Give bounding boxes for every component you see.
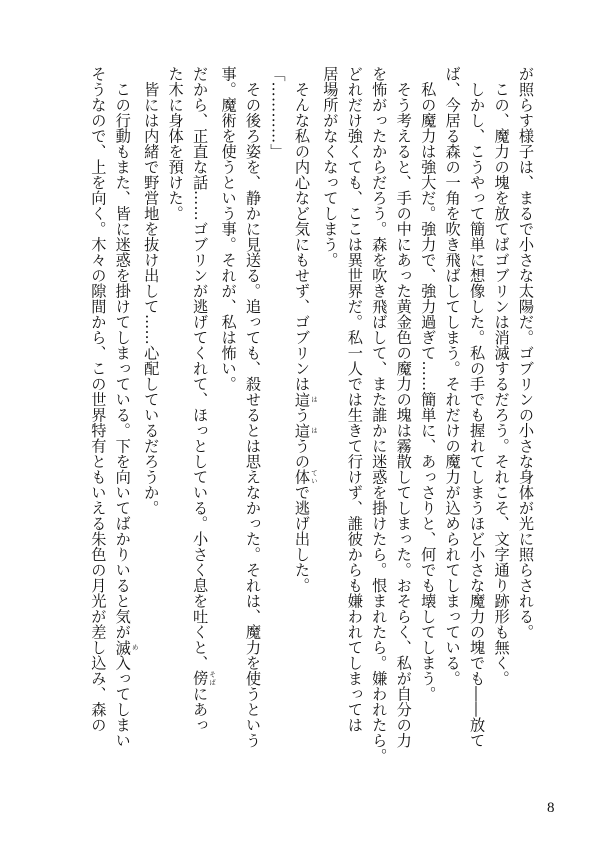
- text-line-10: そんな私の内心など気にもせず、ゴブリンは這 はう這 はうの体 ていで逃げ出した。: [292, 66, 318, 593]
- text-line-9: 居場所がなくなってしまう。: [321, 66, 340, 268]
- text-line-8: どれだけ強くても、ここは異世界だ。私一人では生きて行けず、誰彼からも嫌われてしまっては: [345, 66, 364, 733]
- text-line-11: 「…………」: [268, 66, 287, 159]
- text-line-4: ば、今居る森の一角を吹き飛ばしてしまう。それだけの魔力が込められてしまっている。: [443, 66, 462, 686]
- text-line-5: 私の魔力は強大だ。強力で、強力過ぎて……簡単に、あっさりと、何でも壊してしまう。: [419, 66, 438, 702]
- vertical-body-text: [48, 66, 538, 766]
- text-line-14: だから、正直な話……ゴブリンが逃げてくれて、ほっとしている。小さく息を吐くと、傍 そばにあっ: [191, 66, 217, 733]
- text-line-17: この行動もまた、皆に迷惑を掛けてしまっている。下を向いてばかりいると気が滅 め入ってしまい: [113, 66, 139, 748]
- ruby-tei: 体 てい: [292, 469, 318, 485]
- ruby-soba: 傍 そば: [191, 670, 217, 686]
- ruby-hau-1: 這 は: [292, 391, 318, 407]
- page-number: 8: [547, 800, 555, 816]
- text-line-13: 事。魔術を使うという事。それが、私は怖い。: [219, 66, 238, 392]
- text-line-2: この、魔力の塊を放てばゴブリンは消滅するだろう。それこそ、文字通り跡形も無く。: [492, 66, 511, 686]
- text-line-6: そう考えると、手の中にあった黄金色の魔力の塊は霧散してしまった。おそらく、私が自分の力: [394, 66, 413, 748]
- text-line-15: た木に身体を預けた。: [166, 66, 185, 221]
- text-line-12: その後ろ姿を、静かに見送る。追っても、殺せるとは思えなかった。それは、魔力を使うという: [244, 66, 263, 748]
- text-line-16: 皆には内緒で野営地を抜け出して……心配しているだろうか。: [142, 66, 161, 516]
- ruby-hau-2: 這 は: [292, 422, 318, 438]
- ruby-meiru: 滅 め: [113, 639, 139, 655]
- text-line-7: を怖がったからだろう。森を吹き飛ばして、また誰かに迷惑を掛けたら。恨まれたら。嫌われたら。: [370, 66, 389, 764]
- text-line-1: が照らす様子は、まるで小さな太陽だ。ゴブリンの小さな身体が光に照らされる。: [517, 66, 535, 640]
- text-line-3: しかし、こうやって簡単に想像した。私の手でも握れてしまうほど小さな魔力の塊でも――放て: [468, 66, 487, 748]
- text-line-18: そうなので、上を向く。木々の隙間から、この世界特有ともいえる朱色の月光が差し込み、森の: [89, 66, 108, 733]
